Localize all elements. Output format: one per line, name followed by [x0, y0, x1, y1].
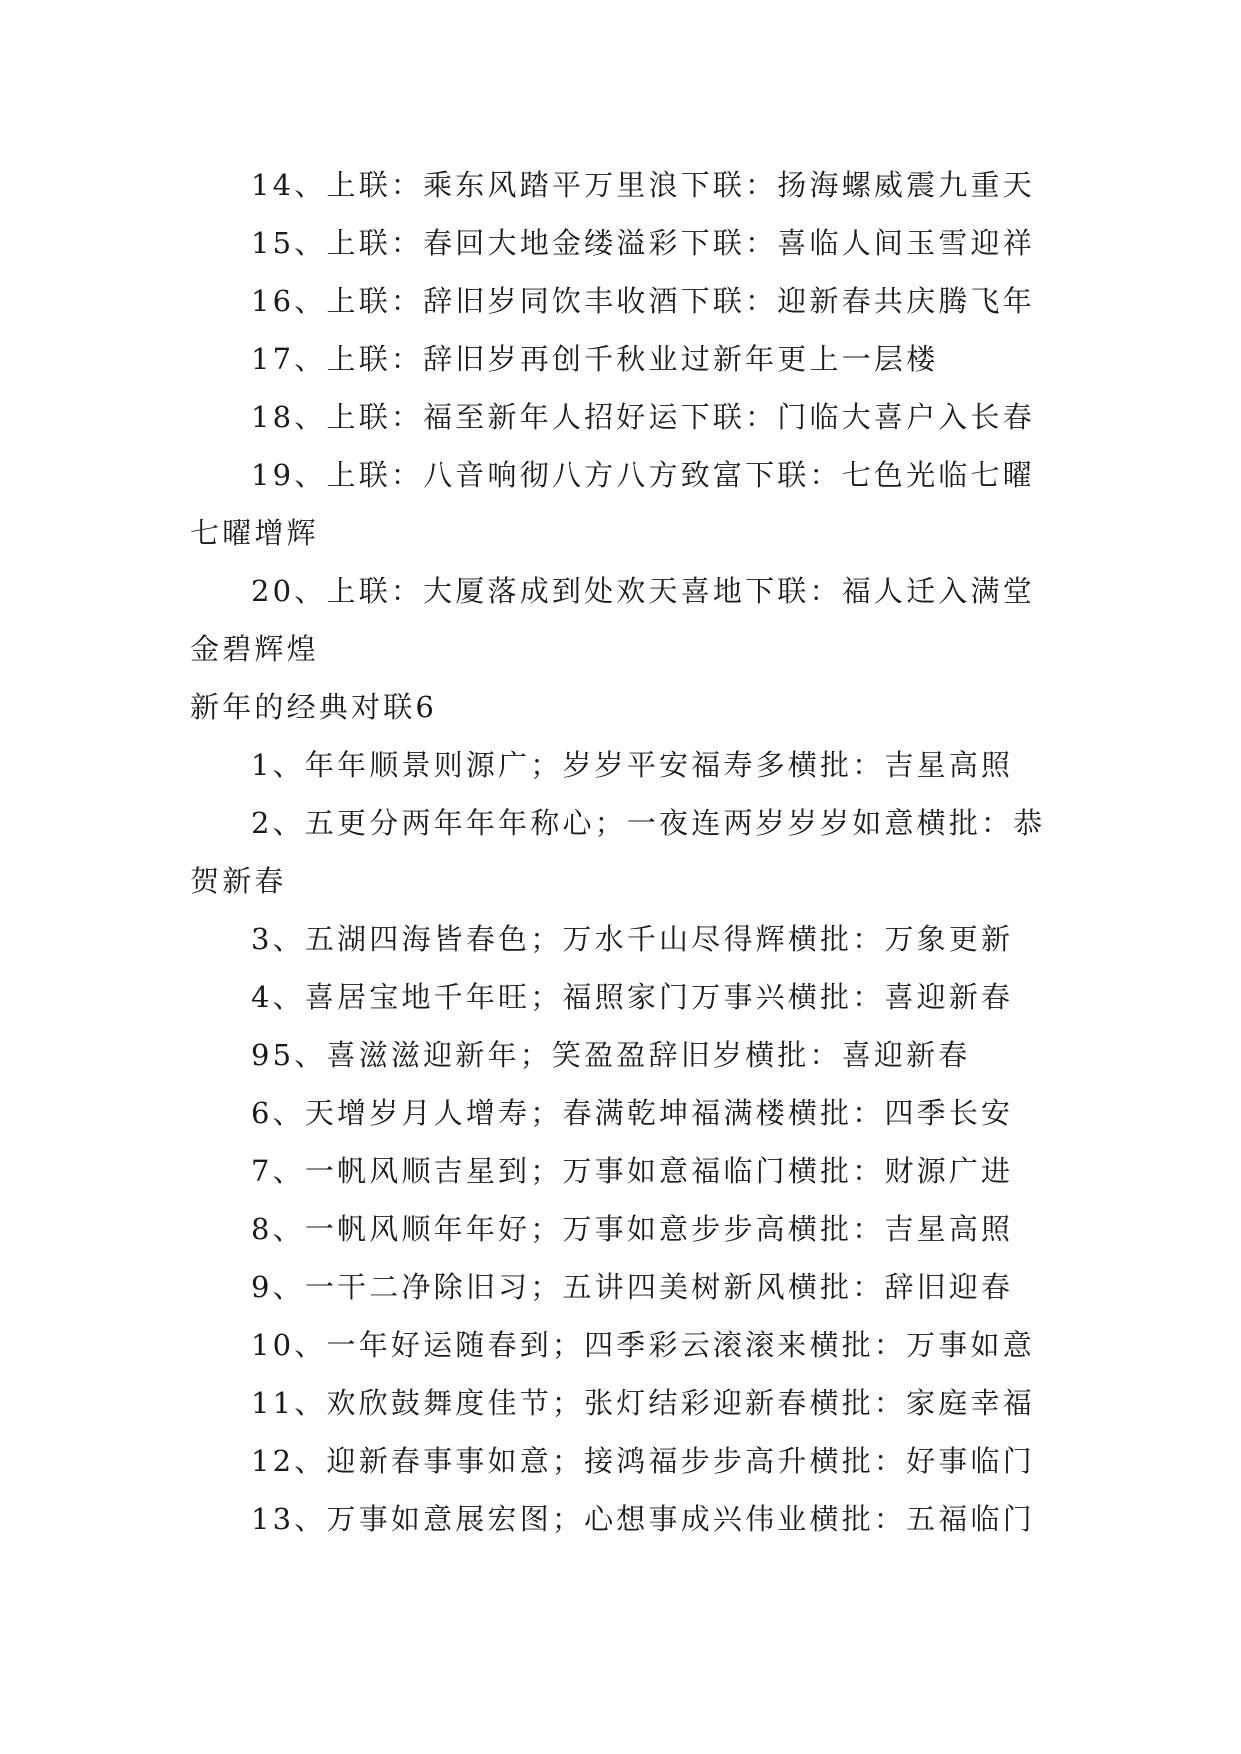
couplet-item: 3、五湖四海皆春色；万水千山尽得辉横批：万象更新 [251, 922, 1014, 956]
couplet-item: 12、迎新春事事如意；接鸿福步步高升横批：好事临门 [251, 1444, 1035, 1478]
couplet-item: 11、欢欣鼓舞度佳节；张灯结彩迎新春横批：家庭幸福 [251, 1386, 1035, 1420]
couplet-item: 9、一干二净除旧习；五讲四美树新风横批：辞旧迎春 [251, 1270, 1014, 1304]
couplet-item: 17、上联：辞旧岁再创千秋业过新年更上一层楼 [251, 342, 939, 376]
couplet-item: 19、上联：八音响彻八方八方致富下联：七色光临七曜七曜增辉 [190, 458, 1035, 550]
couplet-item: 14、上联：乘东风踏平万里浪下联：扬海螺威震九重天 [251, 168, 1035, 202]
couplet-item: 4、喜居宝地千年旺；福照家门万事兴横批：喜迎新春 [251, 980, 1014, 1014]
couplet-item: 7、一帆风顺吉星到；万事如意福临门横批：财源广进 [251, 1154, 1014, 1188]
couplet-item: 15、上联：春回大地金缕溢彩下联：喜临人间玉雪迎祥 [251, 226, 1035, 260]
couplet-item: 18、上联：福至新年人招好运下联：门临大喜户入长春 [251, 400, 1035, 434]
couplet-item: 2、五更分两年年年称心；一夜连两岁岁岁如意横批：恭贺新春 [190, 806, 1046, 898]
couplet-item: 10、一年好运随春到；四季彩云滚滚来横批：万事如意 [251, 1328, 1035, 1362]
couplet-item: 13、万事如意展宏图；心想事成兴伟业横批：五福临门 [251, 1502, 1035, 1536]
document-body [190, 156, 1050, 1548]
couplet-item: 6、天增岁月人增寿；春满乾坤福满楼横批：四季长安 [251, 1096, 1014, 1130]
couplet-item: 95、喜滋滋迎新年；笑盈盈辞旧岁横批：喜迎新春 [251, 1038, 971, 1072]
couplet-item: 16、上联：辞旧岁同饮丰收酒下联：迎新春共庆腾飞年 [251, 284, 1035, 318]
couplet-item: 1、年年顺景则源广；岁岁平安福寿多横批：吉星高照 [251, 748, 1014, 782]
couplet-item: 8、一帆风顺年年好；万事如意步步高横批：吉星高照 [251, 1212, 1014, 1246]
couplet-item: 20、上联：大厦落成到处欢天喜地下联：福人迁入满堂金碧辉煌 [190, 574, 1035, 666]
section-heading: 新年的经典对联6 [190, 690, 438, 724]
